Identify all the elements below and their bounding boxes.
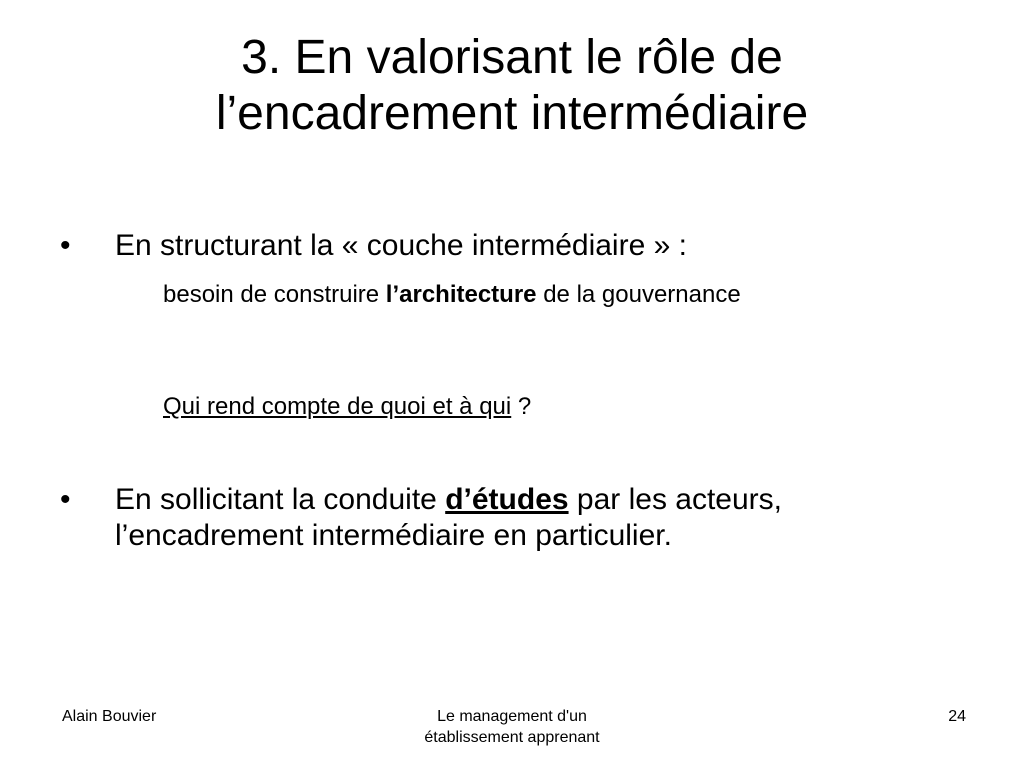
footer-page-number: 24 <box>948 708 966 725</box>
slide-title-line-2: l’encadrement intermédiaire <box>215 87 809 140</box>
bullet-2-emphasis: d’études <box>445 483 569 516</box>
slide-title <box>0 30 1024 142</box>
sub-item-text-end: de la gouvernance <box>536 281 741 308</box>
footer-presentation-title <box>362 706 662 748</box>
footer-title-line-1: Le management d'un <box>437 708 587 725</box>
bullet-2-text-start: En sollicitant la conduite <box>115 483 446 516</box>
sub-item-architecture <box>163 280 863 310</box>
sub-item-text-start: besoin de construire <box>163 281 386 308</box>
question-mark: ? <box>511 393 532 420</box>
bullet-text-2 <box>115 482 935 554</box>
footer-title-line-2: établissement apprenant <box>424 729 600 746</box>
sub-item-bold-term: l’architecture <box>385 281 537 308</box>
footer-author: Alain Bouvier <box>62 708 157 725</box>
bullet-marker: • <box>60 229 71 262</box>
bullet-text-1: En structurant la « couche intermédiaire » : <box>115 229 687 262</box>
sub-item-question <box>163 392 863 422</box>
slide-title-line-1: 3. En valorisant le rôle de <box>241 31 783 84</box>
bullet-marker: • <box>60 483 71 516</box>
bullet-2-text-end: par les acteurs, l’encadrement intermédiaire en particulier. <box>115 483 782 552</box>
question-underlined: Qui rend compte de quoi et à qui <box>163 393 512 420</box>
